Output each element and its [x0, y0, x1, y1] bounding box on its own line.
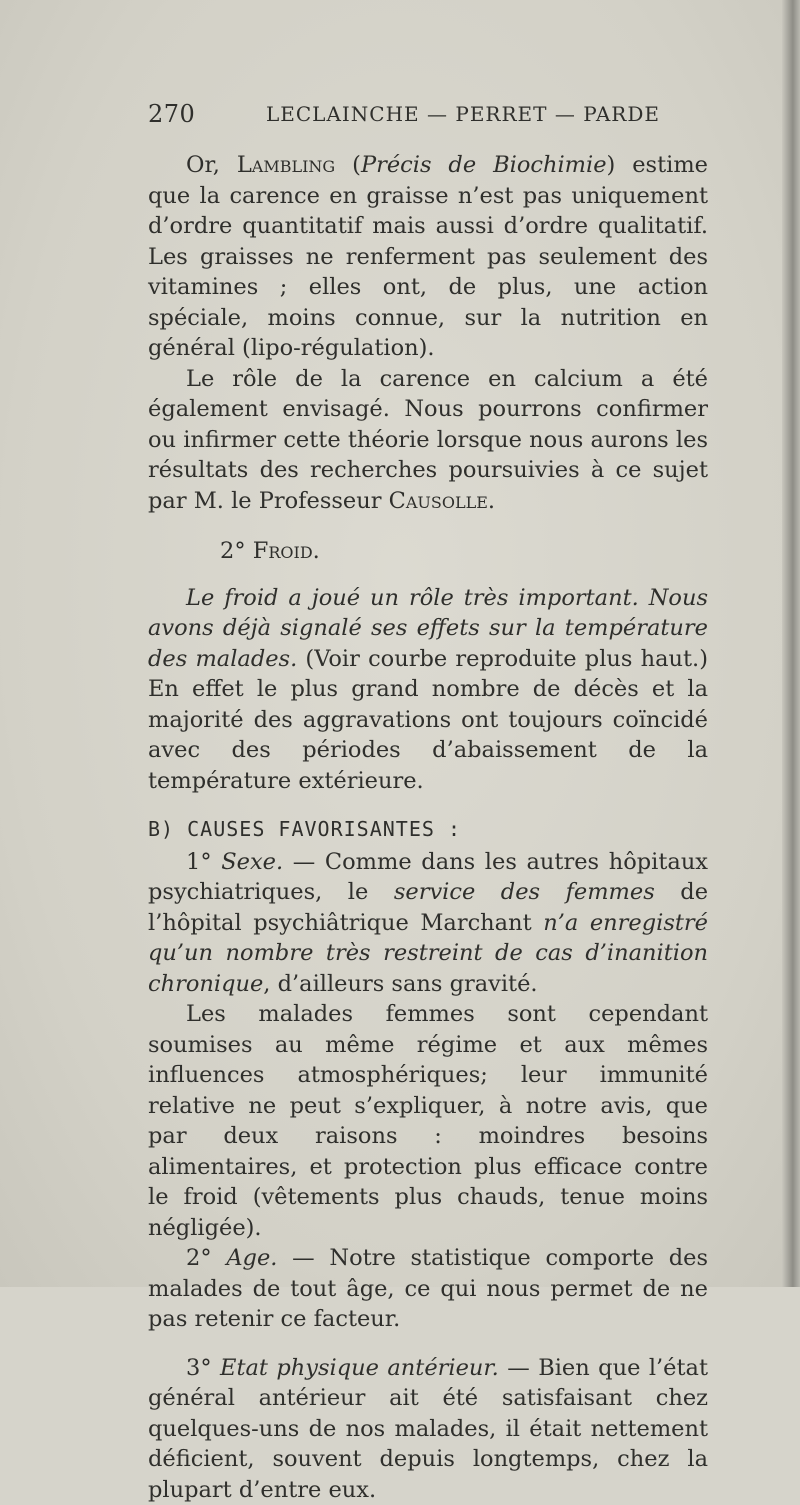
- paragraph: Or, Lambling (Précis de Biochimie) estime que la carence en graisse n’est pas uniquement d’ordre quantitatif mais aussi d’ordre qualitatif. Les graisses ne renferment pas seulement des vitamines ; elles ont, de plus, une action spéciale, moins connue, sur la nutrition en général (lipo-régulation).: [148, 150, 708, 364]
- paragraph: Le rôle de la carence en calcium a été également envisagé. Nous pourrons confirmer ou infirmer cette théorie lorsque nous aurons les résultats des recherches poursuivies à ce sujet par M. le Professeur Causolle.: [148, 364, 708, 517]
- term-etat-physique: Etat physique antérieur.: [220, 1355, 499, 1381]
- professor-name: Causolle: [389, 488, 488, 514]
- paragraph: Les malades femmes sont cependant soumises au même régime et aux mêmes influences atmosphériques; leur immunité relative ne peut s’expliquer, à notre avis, que par deux raisons : moindres besoins alimentaires, et protection plus efficace contre le froid (vêtements plus chauds, tenue moins négligée).: [148, 999, 708, 1243]
- paragraph: 2° Age. — Notre statistique comporte des malades de tout âge, ce qui nous permet de ne pas retenir ce facteur.: [148, 1243, 708, 1335]
- book-title: Précis de Biochimie: [361, 152, 607, 178]
- paragraph: 1° Sexe. — Comme dans les autres hôpitaux psychiatriques, le service des femmes de l’hôpital psychiâtrique Marchant n’a enregistré qu’un nombre très restreint de cas d’inanition chronique, d’ailleurs sans gravité.: [148, 847, 708, 1000]
- term-sexe: Sexe.: [221, 849, 283, 875]
- section-heading-b: B) CAUSES FAVORISANTES :: [148, 814, 708, 845]
- author-name: Lambling: [237, 152, 335, 178]
- paragraph: Le froid a joué un rôle très important. Nous avons déjà signalé ses effets sur la température des malades. (Voir courbe reproduite plus haut.) En effet le plus grand nombre de décès et la majorité des aggravations ont toujours coïncidé avec des périodes d’abaissement de la température extérieure.: [148, 583, 708, 797]
- subheading-froid: 2° Froid.: [148, 536, 708, 567]
- term-age: Age.: [226, 1245, 277, 1271]
- page-header: [148, 100, 708, 132]
- running-head: LECLAINCHE — PERRET — PARDE: [266, 102, 660, 126]
- paragraph: 3° Etat physique antérieur. — Bien que l’état général antérieur ait été satisfaisant chez quelques-uns de nos malades, il était nettement déficient, souvent depuis longtemps, chez la plupart d’entre eux.: [148, 1353, 708, 1505]
- body-text: [148, 150, 708, 1505]
- page-edge-shadow: [782, 0, 800, 1287]
- page-number: 270: [148, 100, 195, 128]
